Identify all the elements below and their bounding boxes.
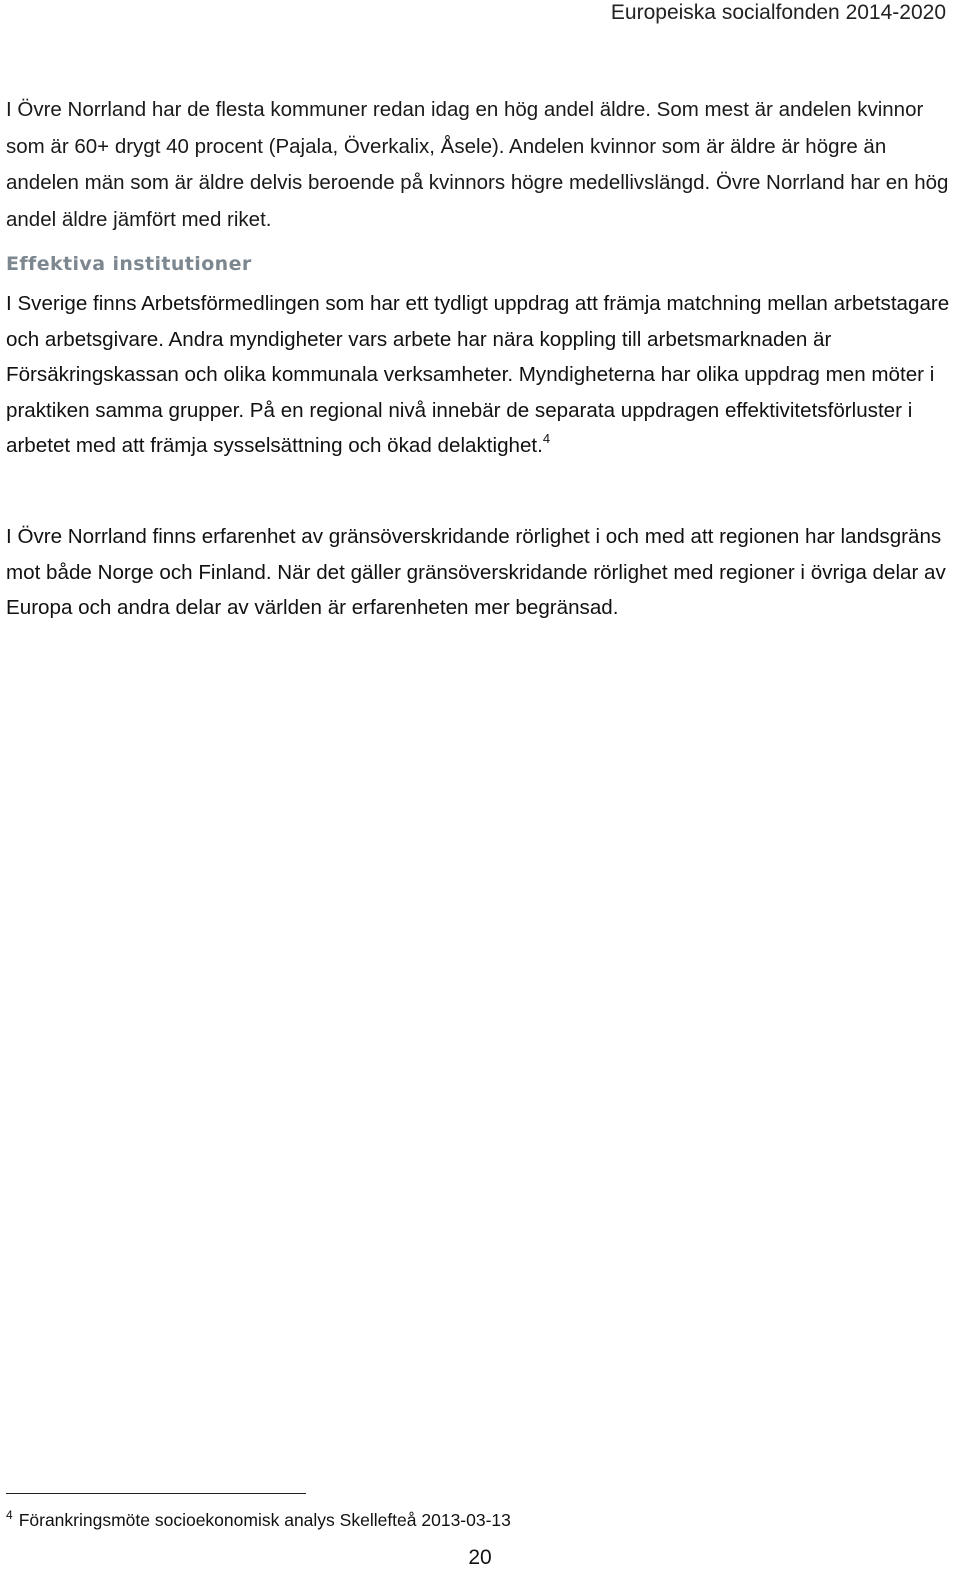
- footnote-reference[interactable]: 4: [542, 431, 551, 446]
- body-paragraph-1: [6, 286, 952, 464]
- document-header: Europeiska socialfonden 2014-2020: [610, 1, 946, 24]
- footnote-text: Förankringsmöte socioekonomisk analys Skellefteå 2013-03-13: [18, 1510, 511, 1530]
- paragraph-2-text: I Övre Norrland finns erfarenhet av gränsöverskridande rörlighet i och med att regionen har landsgräns mot både Norge och Finland. När det gäller gränsöverskridande rörlighet med regioner i övriga delar av Europa och andra delar av världen är erfarenheten mer begränsad.: [6, 525, 946, 619]
- intro-paragraph: [6, 92, 956, 238]
- page-number: 20: [468, 1546, 492, 1569]
- section-heading: Effektiva institutioner: [6, 253, 252, 275]
- body-paragraph-2: [6, 519, 952, 626]
- footnote: [6, 1508, 511, 1532]
- intro-text: I Övre Norrland har de flesta kommuner redan idag en hög andel äldre. Som mest är andelen kvinnor som är 60+ drygt 40 procent (Pajala, Överkalix, Åsele). Andelen kvinnor som är äldre är högre än andelen män som är äldre delvis beroende på kvinnors högre medellivslängd. Övre Norrland har en hög andel äldre jämfört med riket.: [6, 98, 949, 231]
- footnote-number: 4: [6, 1508, 13, 1522]
- paragraph-1-text: I Sverige finns Arbetsförmedlingen som har ett tydligt uppdrag att främja matchning mellan arbetstagare och arbetsgivare. Andra myndigheter vars arbete har nära koppling till arbetsmarknaden är Försäkringskassan och olika kommunala verksamheter. Myndigheterna har olika uppdrag men möter i praktiken samma grupper. På en regional nivå innebär de separata uppdragen effektivitetsförluster i arbetet med att främja sysselsättning och ökad delaktighet.: [6, 292, 950, 457]
- footnote-divider: [6, 1493, 306, 1494]
